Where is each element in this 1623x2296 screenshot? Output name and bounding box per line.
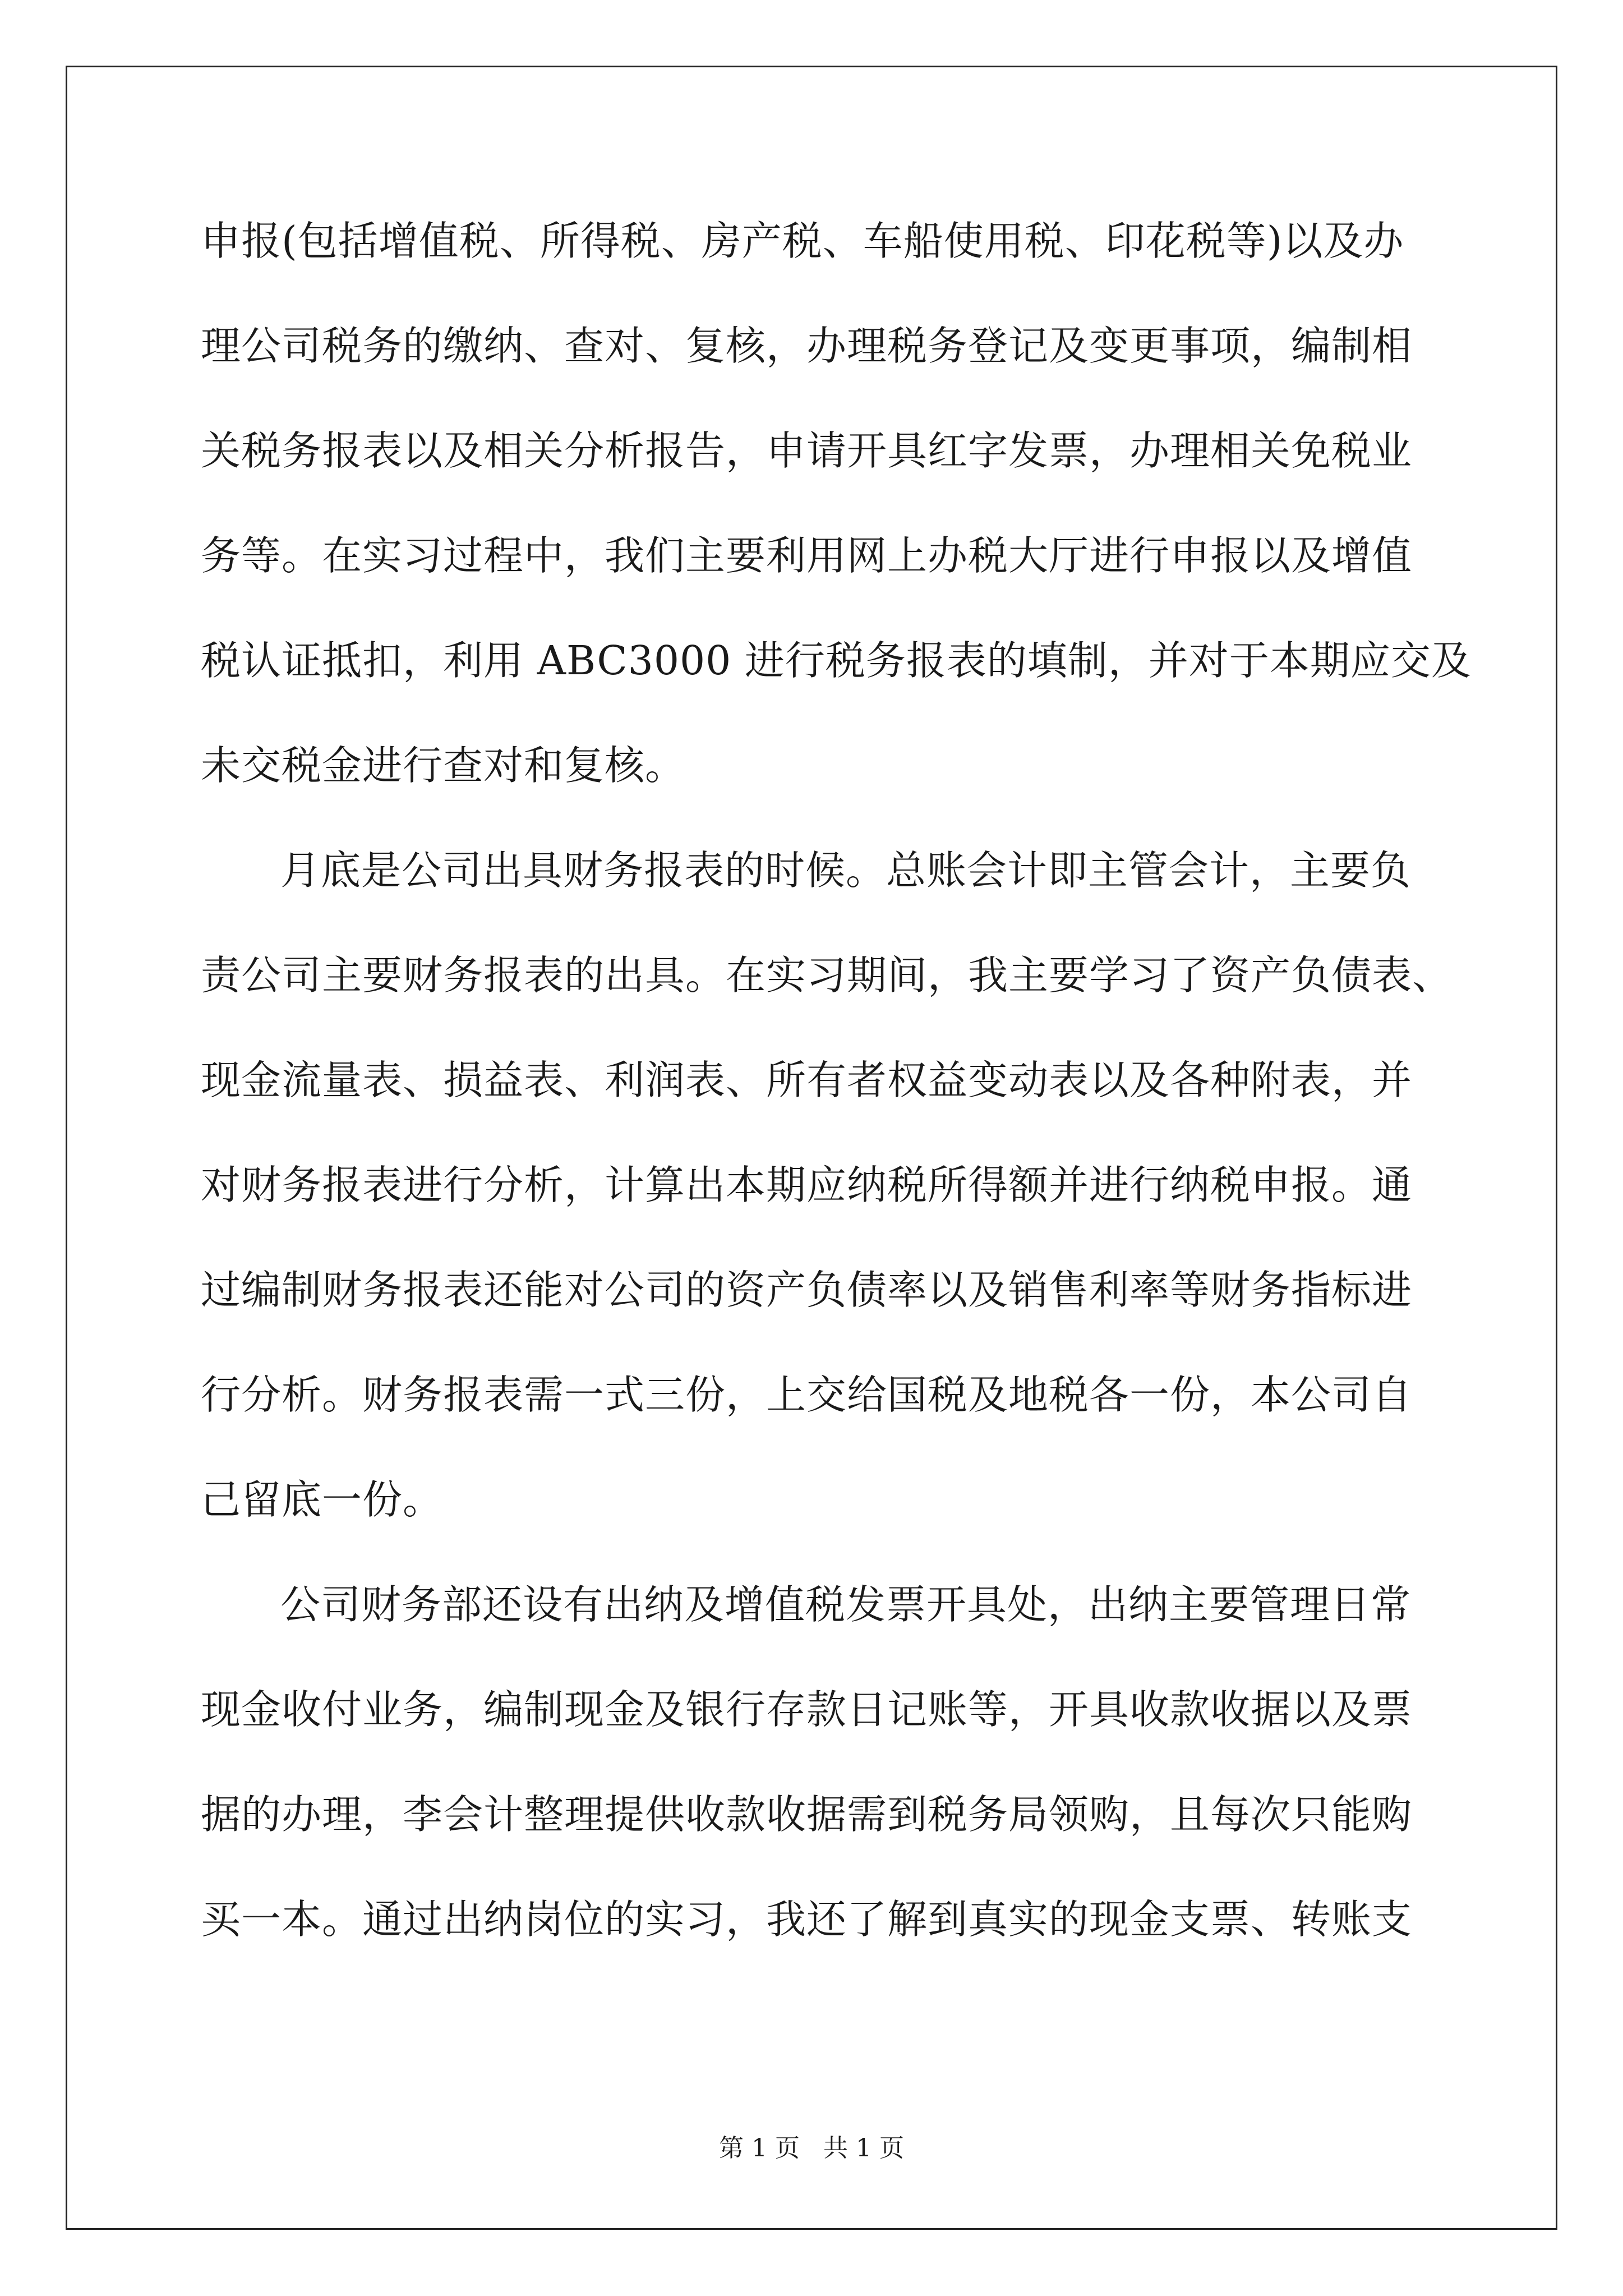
document-body (201, 213, 1472, 1996)
text-line: 行分析。财务报表需一式三份，上交给国税及地税各一份，本公司自 (201, 1372, 1413, 1418)
text-line: 过编制财务报表还能对公司的资产负债率以及销售利率等财务指标进 (201, 1267, 1413, 1313)
text-line: 关税务报表以及相关分析报告，申请开具红字发票，办理相关免税业 (201, 427, 1413, 474)
paragraph-first-line: 月底是公司出具财务报表的时候。总账会计即主管会计，主要负 (280, 847, 1412, 894)
text-line: 务等。在实习过程中，我们主要利用网上办税大厅进行申报以及增值 (201, 532, 1413, 579)
text-line: 责公司主要财务报表的出具。在实习期间，我主要学习了资产负债表、 (201, 952, 1453, 999)
text-line: 己留底一份。 (201, 1476, 444, 1523)
text-line: 申报(包括增值税、所得税、房产税、车船使用税、印花税等)以及办 (201, 218, 1404, 264)
text-line: 买一本。通过出纳岗位的实习，我还了解到真实的现金支票、转账支 (201, 1896, 1413, 1943)
text-line: 现金收付业务，编制现金及银行存款日记账等，开具收款收据以及票 (201, 1686, 1413, 1733)
text-line: 理公司税务的缴纳、查对、复核，办理税务登记及变更事项，编制相 (201, 323, 1413, 369)
text-line: 据的办理，李会计整理提供收款收据需到税务局领购，且每次只能购 (201, 1791, 1413, 1838)
paragraph-first-line: 公司财务部还设有出纳及增值税发票开具处，出纳主要管理日常 (280, 1581, 1412, 1628)
text-line: 对财务报表进行分析，计算出本期应纳税所得额并进行纳税申报。通 (201, 1162, 1413, 1208)
text-line: 现金流量表、损益表、利润表、所有者权益变动表以及各种附表，并 (201, 1057, 1413, 1103)
page-footer: 第 1 页 共 1 页 (719, 2134, 904, 2162)
text-line: 未交税金进行查对和复核。 (201, 742, 686, 789)
text-line: 税认证抵扣，利用 ABC3000 进行税务报表的填制，并对于本期应交及 (201, 637, 1472, 684)
